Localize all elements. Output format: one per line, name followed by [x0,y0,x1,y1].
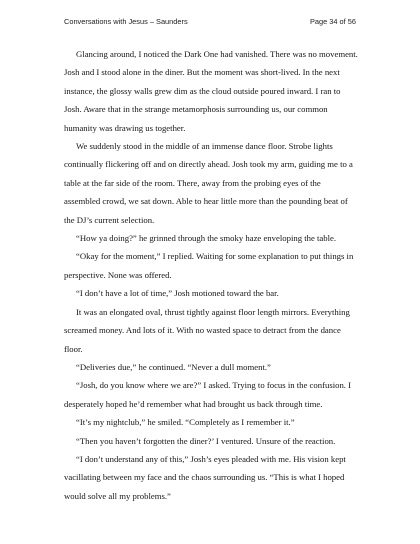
paragraph: It was an elongated oval, thrust tightly against floor length mirrors. Everything screamed money. And lots of it. With no wasted space to detract from the dance floor. [64,306,350,354]
paragraph: “Okay for the moment,” I replied. Waiting for some explanation to put things in perspective. None was offered. [64,251,354,280]
document-title: Conversations with Jesus – Saunders [64,17,188,26]
paragraph: “Then you haven’t forgotten the diner?’ I ventured. Unsure of the reaction. [76,435,336,446]
paragraph: “I don’t understand any of this,” Josh’s eyes pleaded with me. His vision kept vacillating between my face and the chaos surrounding us. “This is what I hoped would solve all my problems.” [64,453,346,501]
paragraph: We suddenly stood in the middle of an immense dance floor. Strobe lights continually flickering off and on directly ahead. Josh took my arm, guiding me to a table at the far side of the room. There, away from the probing eyes of the assembled crowd, we sat down. Able to hear little more than the pounding beat of the DJ’s current selection. [64,141,353,225]
body-text [64,45,358,505]
paragraph: “Josh, do you know where we are?” I asked. Trying to focus in the confusion. I desperately hoped he’d remember what had brought us back through time. [64,380,352,409]
paragraph: “It’s my nightclub,” he smiled. “Completely as I remember it.” [76,417,295,428]
paragraph: “How ya doing?” he grinned through the smoky haze enveloping the table. [76,233,337,244]
page-number: Page 34 of 56 [309,17,356,26]
paragraph: “I don’t have a lot of time,” Josh motioned toward the bar. [76,288,279,299]
paragraph: Glancing around, I noticed the Dark One had vanished. There was no movement. Josh and I stood alone in the diner. But the moment was short-lived. In the next instance, the glossy walls grew dim as the cloud outside poured inward. I ran to Josh. Aware that in the strange metamorphosis surrounding us, our common humanity was drawing us together. [64,49,358,133]
paragraph: “Deliveries due,” he continued. “Never a dull moment.” [76,361,271,372]
page-header [64,17,356,26]
